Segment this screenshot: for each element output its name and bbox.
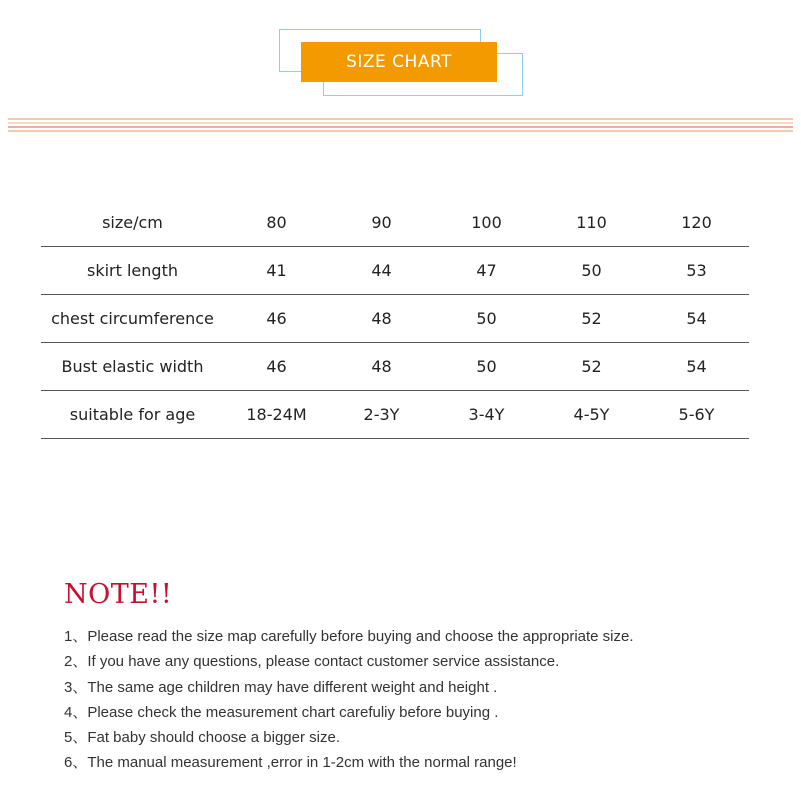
note-item: 3、The same age children may have different weight and height . <box>64 678 498 696</box>
row-label: size/cm <box>41 199 224 247</box>
table-cell: 46 <box>224 343 329 391</box>
note-item: 6、The manual measurement ,error in 1-2cm with the normal range! <box>64 754 517 772</box>
note-item: 4、Please check the measurement chart carefuliy before buying . <box>64 703 499 721</box>
table-cell: 52 <box>539 295 644 343</box>
table-row <box>41 391 749 439</box>
note-item: 5、Fat baby should choose a bigger size. <box>64 729 340 747</box>
table-cell: 53 <box>644 247 749 295</box>
table-cell: 50 <box>434 343 539 391</box>
table-cell: 46 <box>224 295 329 343</box>
row-label: chest circumference <box>41 295 224 343</box>
table-row <box>41 343 749 391</box>
table-cell: 18-24M <box>224 391 329 439</box>
table-cell: 47 <box>434 247 539 295</box>
table-cell: 4-5Y <box>539 391 644 439</box>
table-cell: 44 <box>329 247 434 295</box>
row-label: skirt length <box>41 247 224 295</box>
table-cell: 48 <box>329 295 434 343</box>
table-cell: 54 <box>644 343 749 391</box>
row-label: Bust elastic width <box>41 343 224 391</box>
note-title: NOTE!! <box>64 579 173 610</box>
table-cell: 120 <box>644 199 749 247</box>
table-cell: 110 <box>539 199 644 247</box>
note-list <box>64 626 634 778</box>
table-cell: 5-6Y <box>644 391 749 439</box>
table-row <box>41 247 749 295</box>
table-row <box>41 199 749 247</box>
size-chart-title: SIZE CHART <box>301 42 497 82</box>
table-cell: 80 <box>224 199 329 247</box>
note-item: 2、If you have any questions, please contact customer service assistance. <box>64 653 560 671</box>
table-cell: 41 <box>224 247 329 295</box>
size-chart-header <box>279 29 522 96</box>
table-cell: 50 <box>539 247 644 295</box>
note-item: 1、Please read the size map carefully before buying and choose the appropriate size. <box>64 628 634 645</box>
table-cell: 2-3Y <box>329 391 434 439</box>
size-table <box>41 199 749 439</box>
table-cell: 50 <box>434 295 539 343</box>
table-row <box>41 295 749 343</box>
table-cell: 90 <box>329 199 434 247</box>
decorative-stripes <box>8 118 793 134</box>
row-label: suitable for age <box>41 391 224 439</box>
table-cell: 3-4Y <box>434 391 539 439</box>
table-cell: 48 <box>329 343 434 391</box>
table-cell: 54 <box>644 295 749 343</box>
table-cell: 100 <box>434 199 539 247</box>
table-cell: 52 <box>539 343 644 391</box>
